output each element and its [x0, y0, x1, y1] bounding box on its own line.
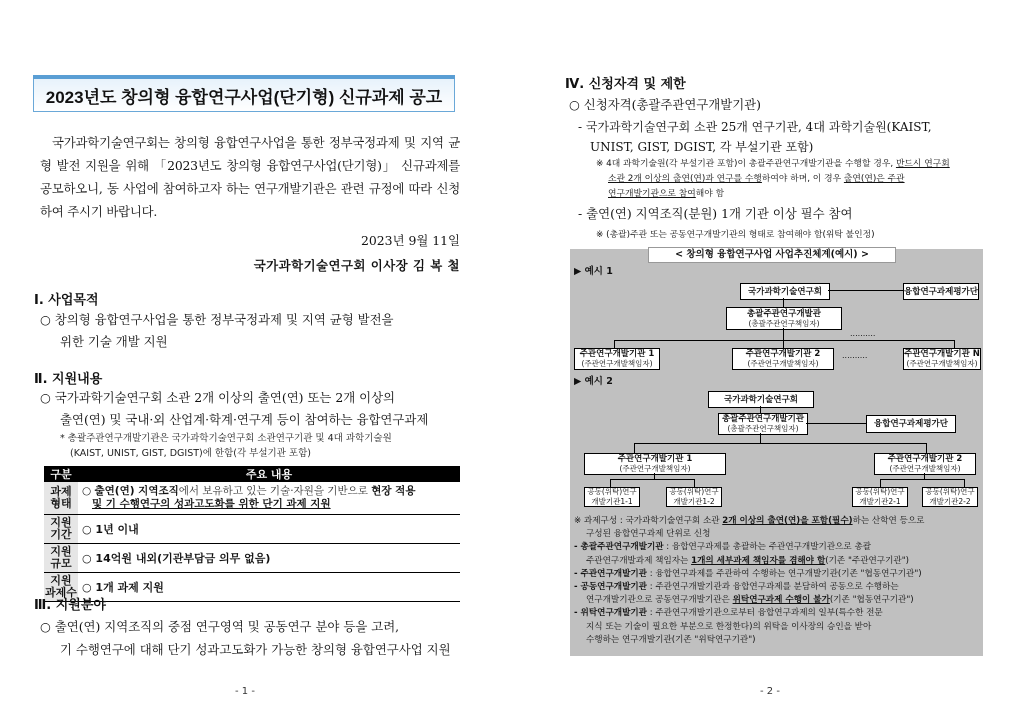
connector: [760, 406, 761, 413]
signer: 국가과학기술연구회 이사장 김 복 철: [253, 258, 460, 273]
section-3-bullet-line-1: ○ 출연(연) 지역조직의 중점 연구영역 및 공동연구 분야 등을 고려,: [40, 619, 400, 634]
note-line: [574, 607, 978, 620]
ex2-lead-label: 총괄주관연구개발기관: [721, 414, 805, 424]
notice-title: [33, 78, 455, 112]
ex2-main-2-box: [874, 453, 976, 475]
diagram-title: < 창의형 융합연구사업 사업추진체계(예시) >: [648, 247, 896, 263]
note-line: [574, 541, 978, 554]
connector: [783, 340, 784, 348]
note-underlined: 출연(연)은 주관: [843, 174, 905, 184]
connector: [614, 340, 954, 341]
row-content-bullet: ○: [82, 485, 95, 497]
note-bold: - 총괄주관연구개발기관: [574, 542, 664, 553]
ex1-main-n-sub: (주관연구개발책임자): [906, 359, 978, 368]
note-text: ※ 4대 과학기술원(각 부설기관 포함)이 총괄주관연구개발기관을 수행할 경우,: [596, 159, 896, 169]
ex1-main-1-sub: (주관연구개발책임자): [581, 359, 653, 368]
note-text: ※ 과제구성 : 국가과학기술연구회 소관: [574, 516, 723, 526]
row-content: ○ 14억원 내외(기관부담금 의무 없음): [78, 544, 460, 573]
connector: [634, 443, 926, 444]
row-content: [78, 482, 460, 515]
ex2-main-1-box: [584, 453, 726, 475]
note-bold: - 공동연구개발기관: [574, 582, 647, 593]
row-content-text: 에서 보유하고 있는 기술·자원을 기반으로: [178, 485, 372, 497]
ex1-main-n-box: [903, 348, 981, 370]
page-number: - 1 -: [235, 686, 255, 697]
eligibility-bullet: ○ 신청자격(총괄주관연구개발기관): [569, 97, 761, 112]
page-1: [0, 0, 506, 712]
connector: [694, 479, 695, 487]
row-label: 과제 형태: [44, 482, 78, 515]
lead-box-label: 총괄주관연구개발관: [747, 308, 821, 319]
section-2-note-line-1: * 총괄주관연구개발기관은 국가과학기술연구회 소관연구기관 및 4대 과학기술원: [60, 433, 392, 444]
ex2-eval-box: [866, 415, 956, 433]
connector: [760, 433, 761, 443]
ex2-co-1-1-box: 공동(위탁)연구 개발기관1-1: [584, 487, 640, 507]
ex2-main-1-sub: (주관연구개발책임자): [619, 464, 691, 473]
note-underlined: 반드시 연구회: [895, 159, 950, 169]
note-text: 주관연구개발과제 책임자는: [586, 555, 692, 566]
table-row: [44, 544, 460, 573]
announcement-date: 2023년 9월 11일: [361, 233, 460, 248]
note-text: : 주관연구개발기관과 융합연구과제를 분담하여 공동으로 수행하는: [646, 582, 899, 593]
note-text: 해야 함: [695, 189, 725, 199]
note-bold: 1개의 세부과제 책임자를 겸해야 함: [691, 555, 826, 566]
ex2-lead-box: [718, 413, 808, 435]
connector: [783, 298, 784, 307]
ex2-co-1-2-box: 공동(위탁)연구 개발기관1-2: [666, 487, 722, 507]
note-line: [574, 568, 978, 581]
note-line: [574, 555, 978, 568]
note-line: 수행하는 연구개발기관(기존 "위탁연구기관"): [586, 634, 756, 645]
note-line: [574, 581, 978, 594]
row-label: 지원 규모: [44, 544, 78, 573]
table-row: [44, 573, 460, 602]
note-bold: - 위탁연구개발기관: [574, 608, 647, 619]
note-text: : 융합연구과제를 총괄하는 주관연구개발기관으로 총괄: [663, 542, 872, 553]
section-1-bullet-cont: 위한 기술 개발 지원: [60, 334, 168, 349]
ex1-main-2-box: [732, 348, 834, 370]
support-table: [44, 466, 460, 602]
section-2-note-line-2: (KAIST, UNIST, GIST, DGIST)에 한함(각 부설기관 포함): [70, 448, 311, 459]
table-header-content: 주요 내용: [78, 466, 460, 482]
project-structure-diagram: [570, 249, 983, 656]
ex2-lead-sub: (총괄주관연구책임자): [727, 424, 799, 433]
connector: [880, 479, 881, 487]
section-3-bullet-line-2: 기 수행연구에 대해 단기 성과고도화가 가능한 창의형 융합연구사업 지원: [60, 642, 451, 657]
eligibility-dash-1-line-2: UNIST, GIST, DGIST, 각 부설기관 포함): [590, 140, 814, 154]
ex1-main-1-box: [574, 348, 660, 370]
table-row: [44, 515, 460, 544]
note-underlined: 소관 2개 이상의 출연(연)과 연구를 수행: [608, 174, 762, 184]
ex1-main-1-label: 주관연구개발기관 1: [579, 349, 655, 359]
section-2-bullet-line-1: ○ 국가과학기술연구회 소관 2개 이상의 출연(연) 또는 2개 이상의: [40, 390, 396, 405]
dots: ..........: [842, 351, 868, 360]
note-text: 연구개발기관으로 공동연구개발기관은: [586, 595, 733, 606]
note-line: 구성된 융합연구과제 단위로 신청: [586, 529, 711, 540]
row-content: ○ 1개 과제 지원: [78, 573, 460, 602]
nst-box-label: 국가과학기술연구회: [748, 286, 822, 297]
table-header-category: 구분: [44, 466, 78, 482]
row-content-bold-3: 및 기 수행연구의 성과고도화를 위한 단기 과제 지원: [92, 498, 331, 510]
section-4-heading: Ⅳ. 신청자격 및 제한: [565, 77, 686, 92]
connector: [806, 423, 866, 424]
eligibility-note-2: ※ (총괄)주관 또는 공동연구개발기관의 형태로 참여해야 함(위탁 불인정): [596, 230, 875, 240]
row-content: ○ 1년 이내: [78, 515, 460, 544]
row-content-bold-1: 출연(연) 지역조직: [94, 485, 179, 497]
table-row: [44, 482, 460, 515]
note-text: : 주관연구개발기관으로부터 융합연구과제의 일부(특수한 전문: [646, 608, 883, 619]
diagram-notes: [574, 515, 978, 647]
section-1-bullet: ○ 창의형 융합연구사업을 통한 정부국정과제 및 지역 균형 발전을: [40, 312, 394, 327]
ex2-nst-label: 국가과학기술연구회: [724, 394, 798, 405]
row-label: 지원 기간: [44, 515, 78, 544]
connector: [634, 443, 635, 453]
connector: [828, 290, 903, 291]
ex2-main-2-sub: (주관연구개발책임자): [889, 464, 961, 473]
ex2-co-2-2-box: 공동(위탁)연구 개발기관2-2: [922, 487, 978, 507]
eligibility-note-1: [596, 157, 992, 202]
row-label: 지원 과제수: [44, 573, 78, 602]
section-3-heading: Ⅲ. 지원분야: [34, 598, 106, 613]
connector: [880, 479, 964, 480]
connector: [964, 479, 965, 487]
ex1-main-2-sub: (주관연구개발책임자): [747, 359, 819, 368]
section-2-bullet-line-2: 출연(연) 및 국내·외 산업계·학계·연구계 등이 참여하는 융합연구과제: [60, 412, 429, 427]
connector: [610, 479, 611, 487]
connector: [610, 479, 694, 480]
page-2: [506, 0, 1013, 712]
note-line: [574, 515, 978, 528]
example-1-label: ▶ 예시 1: [574, 266, 613, 277]
note-text: 하는 산학연 등으로: [852, 516, 925, 526]
example-2-label: ▶ 예시 2: [574, 376, 613, 387]
nst-box: [740, 283, 830, 300]
note-line: 지식 또는 기술이 필요한 부분으로 한정한다)의 위탁을 이사장의 승인을 받아: [586, 621, 872, 632]
ex1-main-2-label: 주관연구개발기관 2: [745, 349, 821, 359]
connector: [783, 328, 784, 340]
section-2-heading: Ⅱ. 지원내용: [34, 372, 103, 387]
notice-title-text: 2023년도 창의형 융합연구사업(단기형) 신규과제 공고: [45, 87, 443, 107]
note-text: (기존 "협동연구기관"): [829, 595, 914, 606]
connector: [926, 443, 927, 453]
note-underlined: 연구개발기관으로 참여: [608, 189, 696, 199]
intro-paragraph: 국가과학기술연구회는 창의형 융합연구사업을 통한 정부국정과제 및 지역 균형 발전 지원을 위해 「2023년도 창의형 융합연구사업(단기형)」 신규과제를 공모하오니, 동 사업에 참여하고자 하는 연구개발기관은 관련 규정에 따라 신청하여 주시기 바랍니다.: [40, 135, 460, 219]
ex2-co-2-1-box: 공동(위탁)연구 개발기관2-1: [852, 487, 908, 507]
note-bold: - 주관연구개발기관: [574, 568, 647, 579]
dots: ..........: [850, 329, 876, 338]
ex1-main-n-label: 주관연구개발기관 N: [904, 349, 980, 359]
lead-box-sub: (총괄주관연구책임자): [748, 318, 820, 328]
ex2-main-1-label: 주관연구개발기관 1: [617, 454, 693, 464]
note-text: (기존 "주관연구기관"): [825, 555, 910, 566]
connector: [954, 340, 955, 348]
row-content-bold-2: 현장 적용: [371, 485, 416, 497]
ex2-main-2-label: 주관연구개발기관 2: [887, 454, 963, 464]
note-bold: 2개 이상의 출연(연)을 포함(필수): [722, 516, 853, 526]
section-1-heading: Ⅰ. 사업목적: [34, 293, 99, 308]
connector: [614, 340, 615, 348]
note-text: : 융합연구과제를 주관하여 수행하는 연구개발기관(기존 "협동연구기관"): [646, 568, 922, 579]
note-bold: 위탁연구과제 수행이 불가: [732, 595, 830, 606]
lead-box: [726, 307, 842, 330]
note-text: 하여야 하며, 이 경우: [761, 174, 844, 184]
eligibility-dash-2: - 출연(연) 지역조직(분원) 1개 기관 이상 필수 참여: [578, 206, 853, 221]
note-line: [574, 594, 978, 607]
ex2-nst-box: [708, 391, 814, 408]
eligibility-dash-1-line-1: - 국가과학기술연구회 소관 25개 연구기관, 4대 과학기술원(KAIST,: [578, 120, 932, 134]
ex2-eval-label: 융합연구과제평가단: [874, 419, 948, 429]
page-number: - 2 -: [760, 686, 780, 697]
eval-box: [903, 283, 979, 300]
eval-box-label: 융합연구과제평가단: [904, 286, 978, 297]
